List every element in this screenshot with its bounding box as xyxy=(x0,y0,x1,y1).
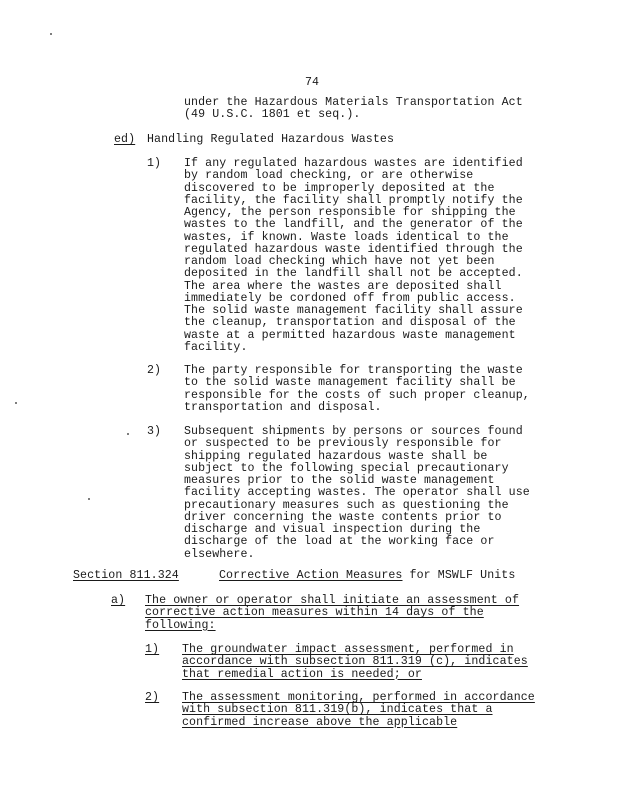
scan-speck xyxy=(127,433,129,435)
subsection-a-item-text: The assessment monitoring, performed in accordance with subsection 811.319(b), indicates that a confirmed increase above the applicable xyxy=(182,691,535,729)
section-title-underlined: Corrective Action Measures xyxy=(219,569,403,582)
section-title xyxy=(219,570,515,582)
section-title-suffix: for MSWLF Units xyxy=(402,569,516,582)
scan-speck xyxy=(50,33,52,35)
scan-speck xyxy=(15,402,17,404)
subsection-a-item-text: The groundwater impact assessment, performed in accordance with subsection 811.319 (c), indicates that remedial action is needed; or xyxy=(182,643,528,681)
section-e-item-number: 3) xyxy=(147,425,162,438)
subsection-a-marker: a) xyxy=(111,594,126,607)
subsection-a-text: The owner or operator shall initiate an assessment of corrective action measures within 14 days of the following: xyxy=(145,594,520,632)
section-e-item-text: Subsequent shipments by persons or sources found or suspected to be previously responsible for shipping regulated hazardous waste shall be subject to the following special precautionary measures prior to the solid waste management facility accepting wastes. The operator shall use precautionary measures such as questioning the driver concerning the waste contents prior to discharge and visual inspection during the discharge of the load at the working face or elsewhere. xyxy=(184,425,530,561)
section-e-item-number: 1) xyxy=(147,157,162,170)
scan-speck xyxy=(88,498,90,500)
continuation-text: under the Hazardous Materials Transportation Act (49 U.S.C. 1801 et seq.). xyxy=(184,96,523,122)
section-label: Section 811.324 xyxy=(73,569,179,582)
section-e-item-number: 2) xyxy=(147,364,162,377)
subsection-a-item-number: 2) xyxy=(145,691,160,704)
section-e-item-text: The party responsible for transporting the waste to the solid waste management facility shall be responsible for the costs of such proper cleanup, transportation and disposal. xyxy=(184,364,530,414)
section-e-item-text: If any regulated hazardous wastes are identified by random load checking, or are otherwise discovered to be improperly deposited at the facility, the facility shall promptly notify the Agency, the person responsible for shipping the wastes to the landfill, and the generator of the wastes, if known. Waste loads identical to the regulated hazardous waste identified through the random load checking which have not yet been deposited in the landfill shall not be accepted. The area where the wastes are deposited shall immediately be cordoned off from public access. The solid waste management facility shall assure the cleanup, transportation and disposal of the waste at a permitted hazardous waste management facility. xyxy=(184,157,523,354)
section-e-marker: ed) xyxy=(114,133,136,146)
section-e-heading: Handling Regulated Hazardous Wastes xyxy=(147,133,395,146)
subsection-a-item-number: 1) xyxy=(145,643,160,656)
page-number: 74 xyxy=(305,76,320,89)
